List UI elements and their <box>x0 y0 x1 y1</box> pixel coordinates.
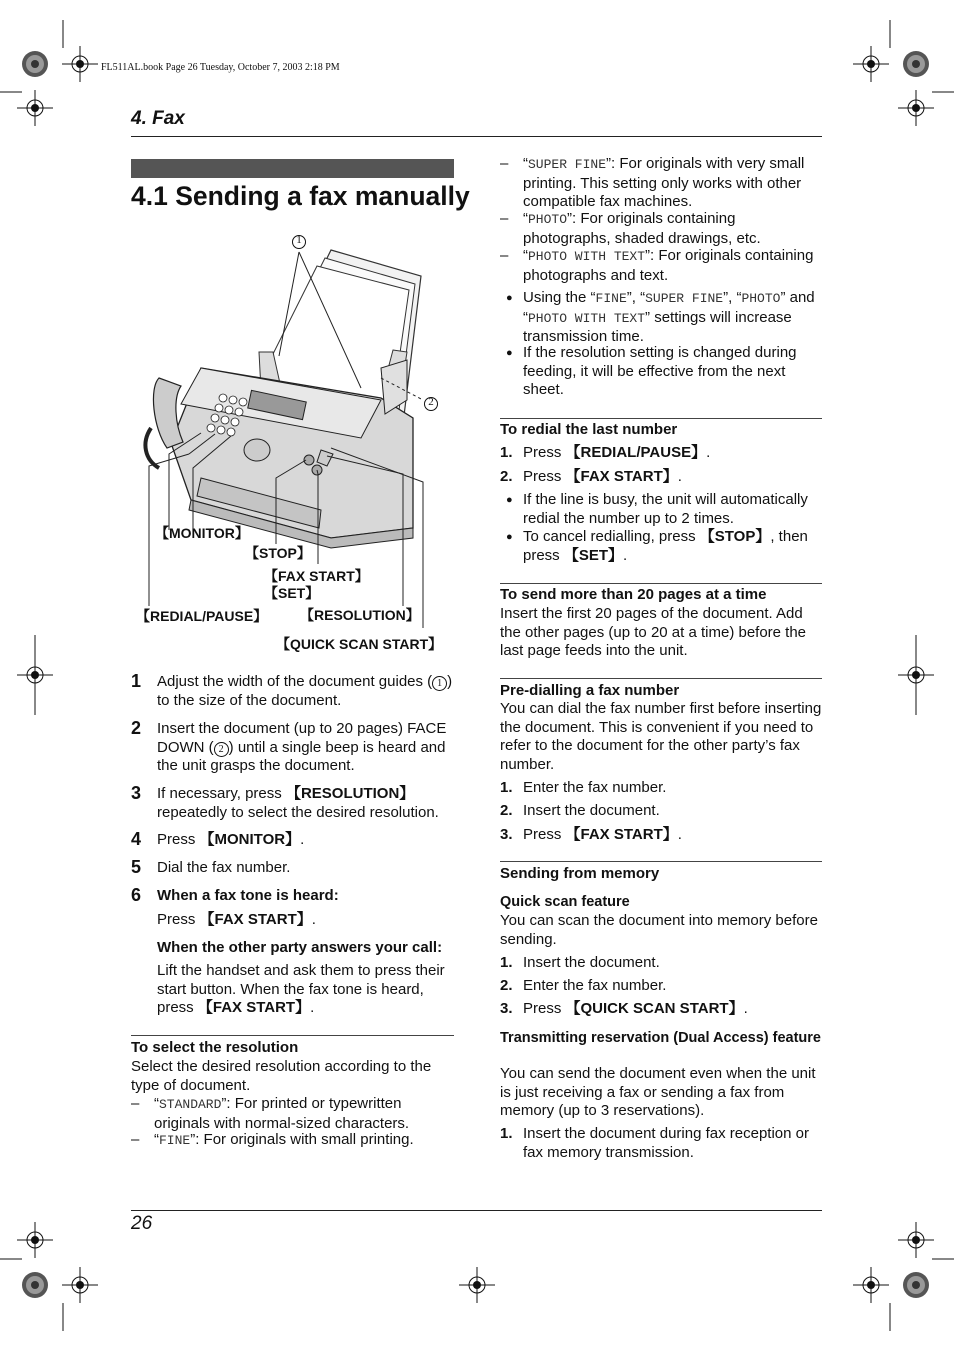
callout-ref: 2 <box>214 742 229 757</box>
registration-mark-icon <box>459 1267 495 1303</box>
registration-star-icon <box>903 51 929 77</box>
step-6-heading: When a fax tone is heard: <box>157 887 339 904</box>
resolution-intro: Select the desired resolution according to the type of document. <box>131 1058 432 1094</box>
label-quick-scan-start: 【QUICK SCAN START】 <box>276 636 443 652</box>
step-6-text: Press 【FAX START】. <box>157 911 316 928</box>
step-6-heading-2: When the other party answers your call: <box>157 939 443 956</box>
callout-2: 2 <box>428 396 434 408</box>
callout-1: 1 <box>296 234 302 246</box>
registration-mark-icon <box>853 46 889 82</box>
label-stop: 【STOP】 <box>245 545 311 561</box>
section-rule <box>131 1035 454 1036</box>
step-number: 6 <box>131 885 142 905</box>
label-redial-pause: 【REDIAL/PAUSE】 <box>136 608 268 624</box>
registration-mark-icon <box>853 1267 889 1303</box>
step-number: 2 <box>131 718 142 738</box>
registration-mark-icon <box>62 46 98 82</box>
step-6-text-2: Lift the handset and ask them to press their start button. When the fax tone is heard, press 【FAX START】. <box>157 962 445 1016</box>
registration-mark-icon <box>17 90 53 126</box>
page-number: 26 <box>131 1213 153 1234</box>
registration-mark-icon <box>898 1222 934 1258</box>
registration-star-icon <box>22 1272 48 1298</box>
memory-heading: Sending from memory <box>500 865 660 882</box>
section-rule <box>500 861 822 862</box>
label-resolution: 【RESOLUTION】 <box>300 607 420 623</box>
step-4-text: Press 【MONITOR】. <box>157 831 305 848</box>
step-number: 5 <box>131 857 142 877</box>
step-3-text: If necessary, press 【RESOLUTION】 repeatedly to select the desired resolution. <box>157 785 439 821</box>
predial-text: You can dial the fax number first before inserting the document. This is convenient if you need to refer to the document for the other party’s fax number. <box>500 700 822 773</box>
quick-scan-text: You can scan the document into memory before sending. <box>500 912 818 948</box>
step-1-text: Adjust the width of the document guides ( 1 ) to the size of the document. <box>157 673 453 709</box>
page-title: 4.1 Sending a fax manually <box>131 181 470 211</box>
title-bar <box>131 159 454 178</box>
step-number: 4 <box>131 829 142 849</box>
section-rule <box>500 678 822 679</box>
predial-heading: Pre-dialling a fax number <box>500 682 680 699</box>
dual-access-text: You can send the document even when the unit is just receiving a fax or sending a fax from memory (up to 3 reservations). <box>500 1065 816 1119</box>
registration-mark-icon <box>62 1267 98 1303</box>
registration-mark-icon <box>898 90 934 126</box>
file-info: FL511AL.book Page 26 Tuesday, October 7, 2003 2:18 PM <box>101 62 340 73</box>
more-pages-text: Insert the first 20 pages of the document. Add the other pages (up to 20 at a time) before the last page feeds into the unit. <box>500 605 807 659</box>
step-number: 1 <box>131 671 142 691</box>
header-rule <box>131 136 822 137</box>
registration-star-icon <box>22 51 48 77</box>
label-fax-start: 【FAX START】 <box>264 568 369 584</box>
quick-scan-heading: Quick scan feature <box>500 894 630 910</box>
callout-ref: 1 <box>432 676 447 691</box>
section-rule <box>500 418 822 419</box>
step-2-text: Insert the document (up to 20 pages) FACE DOWN ( 2 ) until a single beep is heard and the unit grasps the document. <box>157 720 447 774</box>
more-pages-heading: To send more than 20 pages at a time <box>500 586 767 603</box>
chapter-heading: 4. Fax <box>131 108 185 129</box>
dual-access-heading: Transmitting reservation (Dual Access) feature <box>500 1030 821 1046</box>
resolution-heading: To select the resolution <box>131 1039 299 1056</box>
label-set: 【SET】 <box>264 585 320 601</box>
step-number: 3 <box>131 783 142 803</box>
footer-rule <box>131 1210 822 1211</box>
step-5-text: Dial the fax number. <box>157 859 291 876</box>
registration-star-icon <box>903 1272 929 1298</box>
label-monitor: 【MONITOR】 <box>155 525 249 541</box>
redial-heading: To redial the last number <box>500 421 678 438</box>
registration-mark-icon <box>17 1222 53 1258</box>
section-rule <box>500 583 822 584</box>
